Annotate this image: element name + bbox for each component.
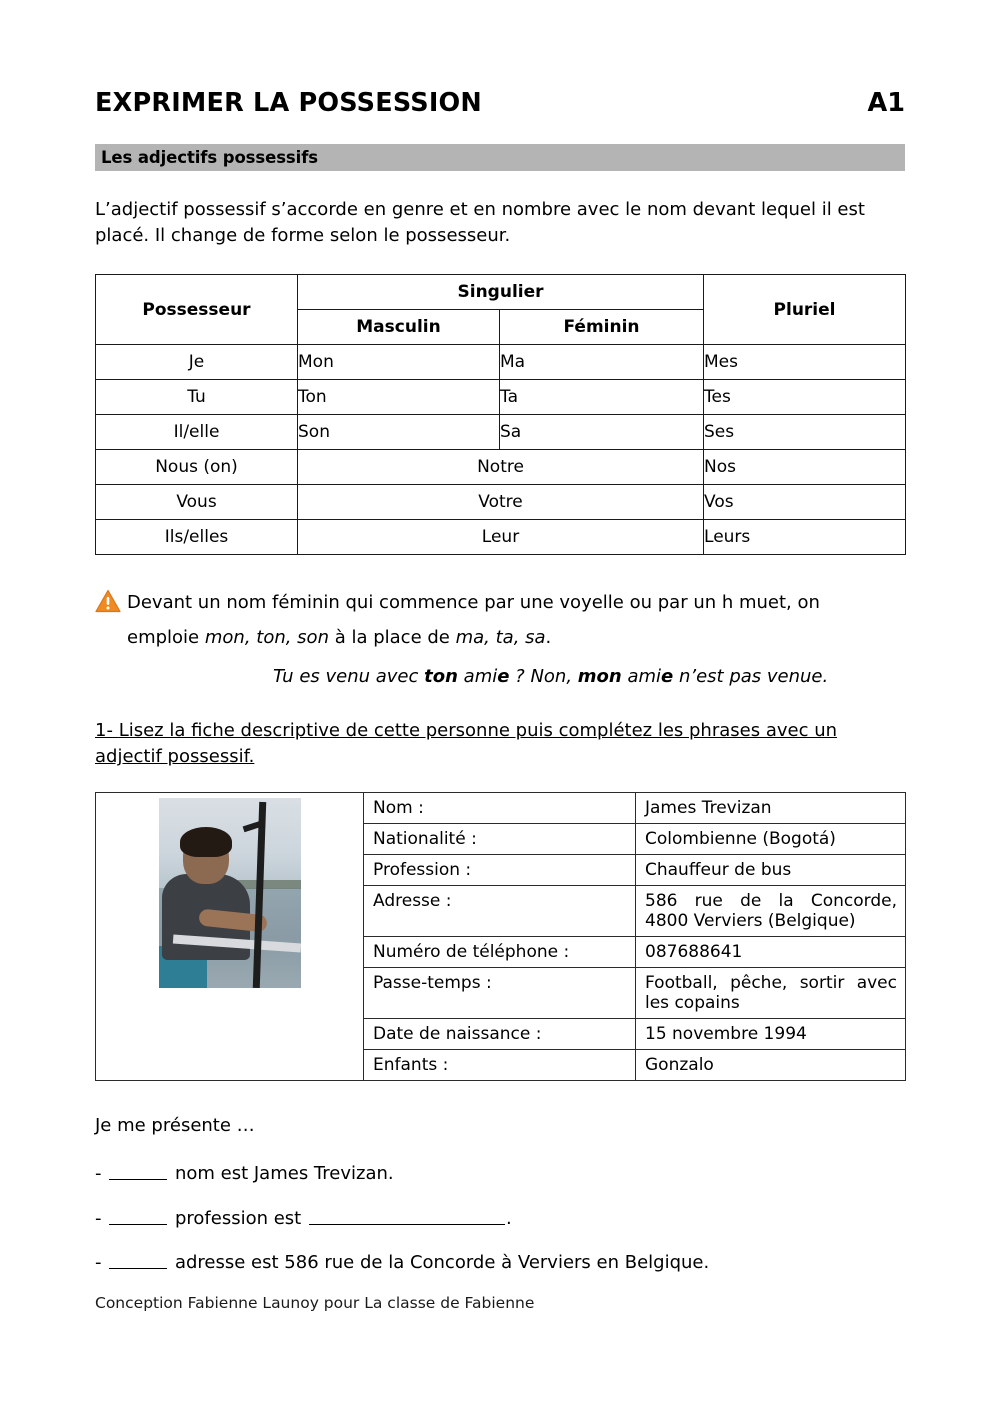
cell-feminin: Ma bbox=[500, 345, 704, 380]
cell-pluriel: Leurs bbox=[704, 520, 906, 555]
header-feminin: Féminin bbox=[500, 310, 704, 345]
warning-triangle-icon bbox=[95, 589, 121, 613]
example-bold-e-1: e bbox=[497, 666, 510, 688]
fiche-label: Enfants : bbox=[364, 1050, 636, 1081]
cell-pluriel: Nos bbox=[704, 450, 906, 485]
answer-text: profession est bbox=[174, 1207, 302, 1229]
cell-possesseur: Nous (on) bbox=[96, 450, 298, 485]
note-italic-ma-ta-sa: ma, ta, sa bbox=[455, 627, 546, 649]
answer-tail: . bbox=[505, 1207, 512, 1229]
cell-pluriel: Tes bbox=[704, 380, 906, 415]
photo-person-hair bbox=[180, 827, 232, 857]
note-line-1: Devant un nom féminin qui commence par une voyelle ou par un h muet, on bbox=[127, 592, 820, 614]
cell-possesseur: Il/elle bbox=[96, 415, 298, 450]
fiche-value: Football, pêche, sortir avec les copains bbox=[636, 968, 906, 1019]
example-part-3: ? Non, bbox=[509, 666, 578, 688]
person-photo bbox=[159, 798, 301, 988]
cell-possesseur: Vous bbox=[96, 485, 298, 520]
example-part-4: ami bbox=[621, 666, 662, 688]
exercise-instruction-text: Lisez la fiche descriptive de cette personne puis complétez les phrases avec un adjectif possessif. bbox=[95, 720, 838, 768]
answer-text: nom est James Trevizan. bbox=[174, 1163, 394, 1185]
grammar-table-head bbox=[96, 275, 906, 345]
answer-blank-long-input[interactable] bbox=[309, 1224, 505, 1225]
page-title: EXPRIMER LA POSSESSION bbox=[95, 88, 482, 118]
table-row bbox=[96, 345, 906, 380]
example-part-5: n’est pas venue. bbox=[673, 666, 829, 688]
fiche-value: Colombienne (Bogotá) bbox=[636, 824, 906, 855]
intro-paragraph: L’adjectif possessif s’accorde en genre et en nombre avec le nom devant lequel il est placé. Il change de forme selon le possesseur. bbox=[95, 199, 865, 246]
cell-pluriel: Ses bbox=[704, 415, 906, 450]
fiche-label: Numéro de téléphone : bbox=[364, 937, 636, 968]
table-row bbox=[96, 485, 906, 520]
table-row bbox=[96, 380, 906, 415]
fiche-label: Nom : bbox=[364, 793, 636, 824]
grammar-table-body bbox=[96, 345, 906, 555]
table-header-row-1 bbox=[96, 275, 906, 310]
fiche-value: Chauffeur de bus bbox=[636, 855, 906, 886]
cell-singulier-merged: Notre bbox=[298, 450, 704, 485]
note-line2-middle: à la place de bbox=[328, 627, 456, 649]
cell-possesseur: Tu bbox=[96, 380, 298, 415]
cell-singulier-merged: Leur bbox=[298, 520, 704, 555]
cell-pluriel: Vos bbox=[704, 485, 906, 520]
answer-line-1 bbox=[95, 1162, 905, 1185]
cell-possesseur: Je bbox=[96, 345, 298, 380]
fiche-value: Gonzalo bbox=[636, 1050, 906, 1081]
fiche-label: Nationalité : bbox=[364, 824, 636, 855]
answer-bullet: - bbox=[95, 1163, 102, 1185]
example-bold-mon: mon bbox=[577, 666, 622, 688]
fiche-label: Adresse : bbox=[364, 886, 636, 937]
level-badge: A1 bbox=[867, 88, 905, 118]
table-row bbox=[96, 793, 906, 824]
footer-credit: Conception Fabienne Launoy pour La classe de Fabienne bbox=[95, 1294, 535, 1312]
header-masculin: Masculin bbox=[298, 310, 500, 345]
answer-bullet: - bbox=[95, 1252, 102, 1274]
exercise-number: 1- bbox=[95, 720, 113, 742]
cell-masculin: Mon bbox=[298, 345, 500, 380]
cell-feminin: Sa bbox=[500, 415, 704, 450]
answer-line-2 bbox=[95, 1207, 905, 1230]
fiche-value: James Trevizan bbox=[636, 793, 906, 824]
presentation-intro: Je me présente … bbox=[95, 1115, 255, 1137]
answer-blank-input[interactable] bbox=[109, 1224, 167, 1225]
note-line2-before: emploie bbox=[127, 627, 205, 649]
answer-blank-input[interactable] bbox=[109, 1179, 167, 1180]
note-example-sentence bbox=[95, 663, 905, 692]
cell-masculin: Son bbox=[298, 415, 500, 450]
answer-text: adresse est 586 rue de la Concorde à Verviers en Belgique. bbox=[174, 1252, 710, 1274]
table-row bbox=[96, 520, 906, 555]
fiche-value: 15 novembre 1994 bbox=[636, 1019, 906, 1050]
person-photo-cell bbox=[96, 793, 364, 1081]
header-pluriel: Pluriel bbox=[704, 275, 906, 345]
fiche-label: Date de naissance : bbox=[364, 1019, 636, 1050]
identity-card-body bbox=[96, 793, 906, 1081]
example-bold-ton: ton bbox=[424, 666, 458, 688]
identity-card-table bbox=[95, 792, 906, 1081]
fiche-value: 586 rue de la Concorde, 4800 Verviers (Belgique) bbox=[636, 886, 906, 937]
fiche-value: 087688641 bbox=[636, 937, 906, 968]
example-part-2: ami bbox=[457, 666, 498, 688]
answer-line-3 bbox=[95, 1251, 905, 1274]
cell-pluriel: Mes bbox=[704, 345, 906, 380]
exercise-instruction bbox=[95, 718, 905, 770]
section-bar bbox=[95, 144, 905, 171]
note-line2-after: . bbox=[545, 627, 552, 649]
header-singulier: Singulier bbox=[298, 275, 704, 310]
cell-feminin: Ta bbox=[500, 380, 704, 415]
note-italic-mon-ton-son: mon, ton, son bbox=[204, 627, 329, 649]
document-header bbox=[95, 88, 905, 118]
possessive-adjectives-table bbox=[95, 274, 906, 555]
cell-singulier-merged: Votre bbox=[298, 485, 704, 520]
fiche-label: Passe-temps : bbox=[364, 968, 636, 1019]
warning-note bbox=[95, 585, 905, 655]
table-row bbox=[96, 415, 906, 450]
answer-blank-input[interactable] bbox=[109, 1268, 167, 1269]
example-part-1: Tu es venu avec bbox=[273, 666, 425, 688]
answer-bullet: - bbox=[95, 1207, 102, 1229]
example-bold-e-2: e bbox=[661, 666, 674, 688]
header-possesseur: Possesseur bbox=[96, 275, 298, 345]
section-title: Les adjectifs possessifs bbox=[101, 148, 319, 167]
note-line-2 bbox=[127, 620, 905, 655]
fiche-label: Profession : bbox=[364, 855, 636, 886]
table-row bbox=[96, 450, 906, 485]
cell-possesseur: Ils/elles bbox=[96, 520, 298, 555]
cell-masculin: Ton bbox=[298, 380, 500, 415]
